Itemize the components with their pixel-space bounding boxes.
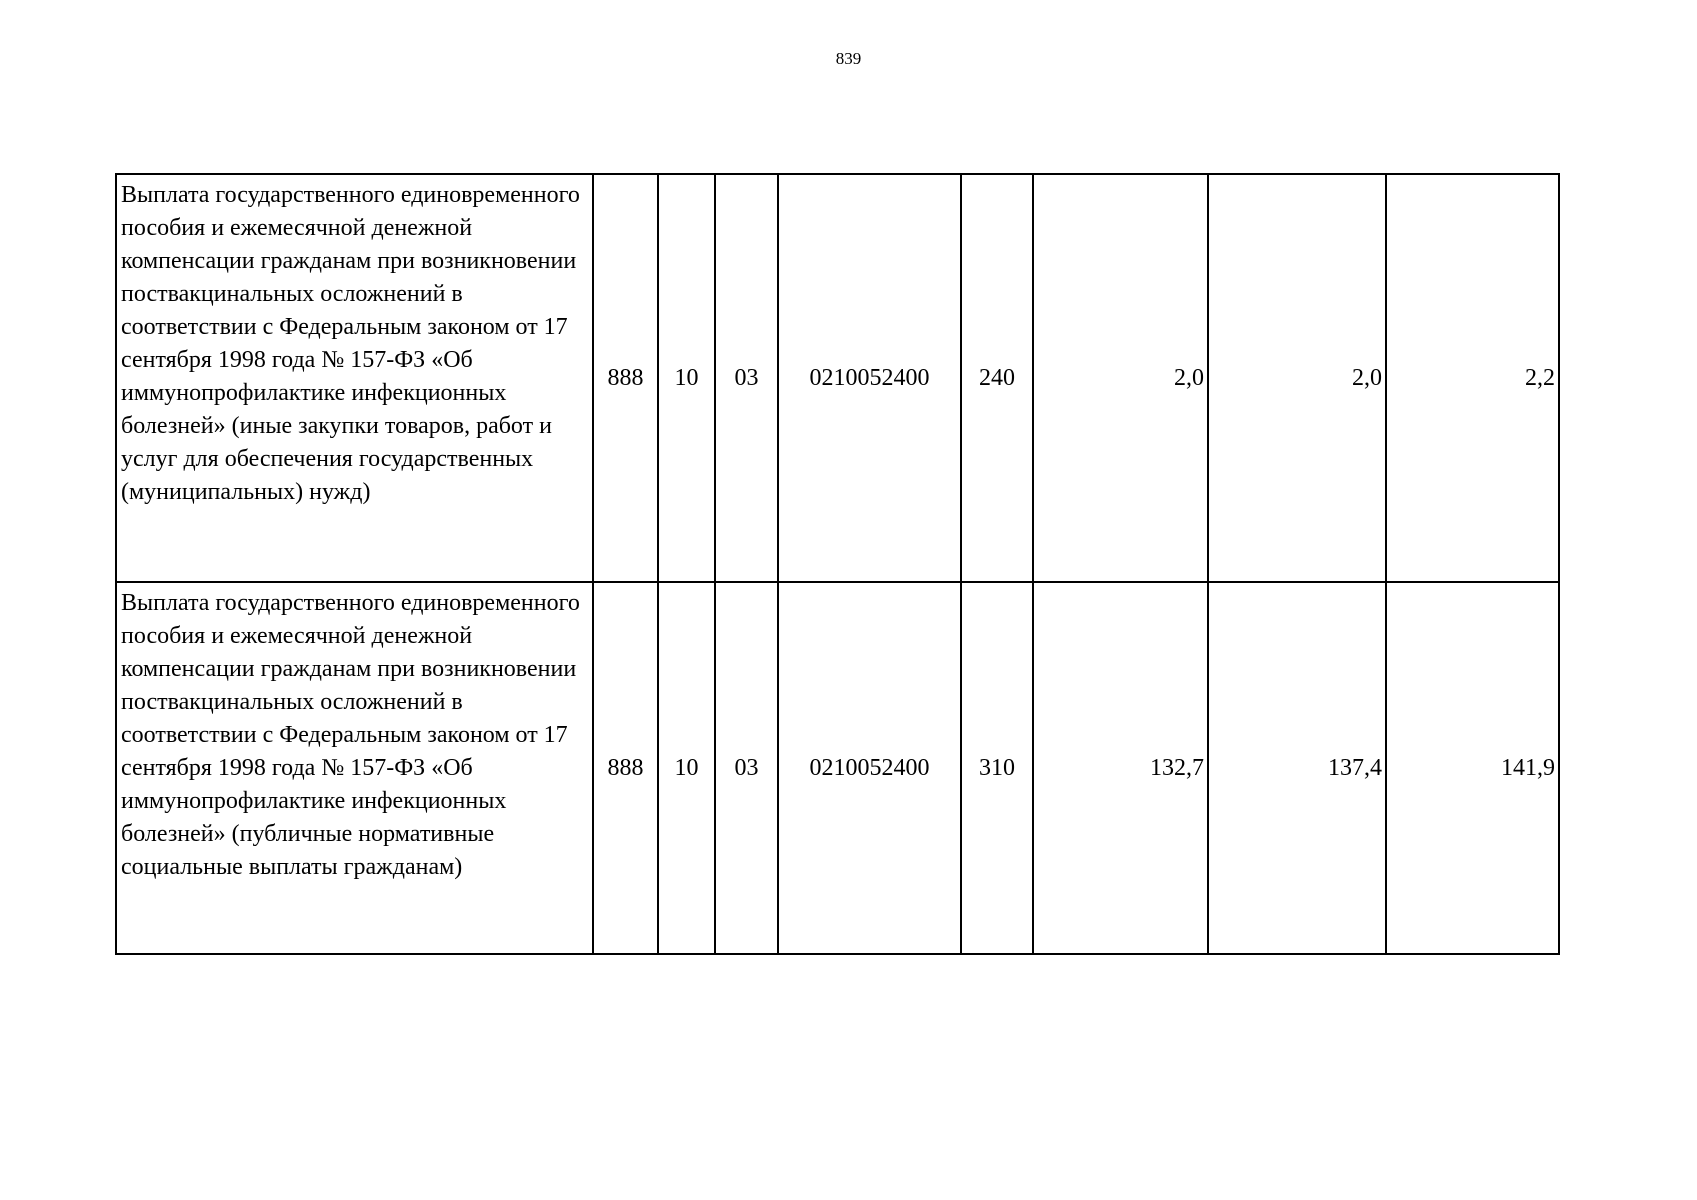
expense-type-code: 240	[961, 174, 1033, 582]
budget-table	[115, 173, 1560, 955]
row-description: Выплата государственного единовременного пособия и ежемесячной денежной компенсации гражданам при возникновении поствакцинальных осложнений в соответствии с Федеральным законом от 17 сентября 1998 года № 157-ФЗ «Об иммунопрофилактике инфекционных болезней» (публичные нормативные социальные выплаты гражданам)	[116, 582, 593, 954]
target-article-code: 0210052400	[778, 582, 961, 954]
section-code: 10	[658, 174, 715, 582]
table-row	[116, 174, 1559, 582]
subsection-code: 03	[715, 582, 778, 954]
amount-cell: 141,9	[1386, 582, 1559, 954]
section-code: 10	[658, 582, 715, 954]
amount-cell: 137,4	[1208, 582, 1386, 954]
amount-cell: 132,7	[1033, 582, 1208, 954]
ministry-code: 888	[593, 174, 658, 582]
amount-cell: 2,2	[1386, 174, 1559, 582]
subsection-code: 03	[715, 174, 778, 582]
page-number: 839	[835, 49, 862, 68]
amount-cell: 2,0	[1208, 174, 1386, 582]
table-row	[116, 582, 1559, 954]
ministry-code: 888	[593, 582, 658, 954]
expense-type-code: 310	[961, 582, 1033, 954]
target-article-code: 0210052400	[778, 174, 961, 582]
row-description: Выплата государственного единовременного пособия и ежемесячной денежной компенсации гражданам при возникновении поствакцинальных осложнений в соответствии с Федеральным законом от 17 сентября 1998 года № 157-ФЗ «Об иммунопрофилактике инфекционных болезней» (иные закупки товаров, работ и услуг для обеспечения государственных (муниципальных) нужд)	[116, 174, 593, 582]
amount-cell: 2,0	[1033, 174, 1208, 582]
